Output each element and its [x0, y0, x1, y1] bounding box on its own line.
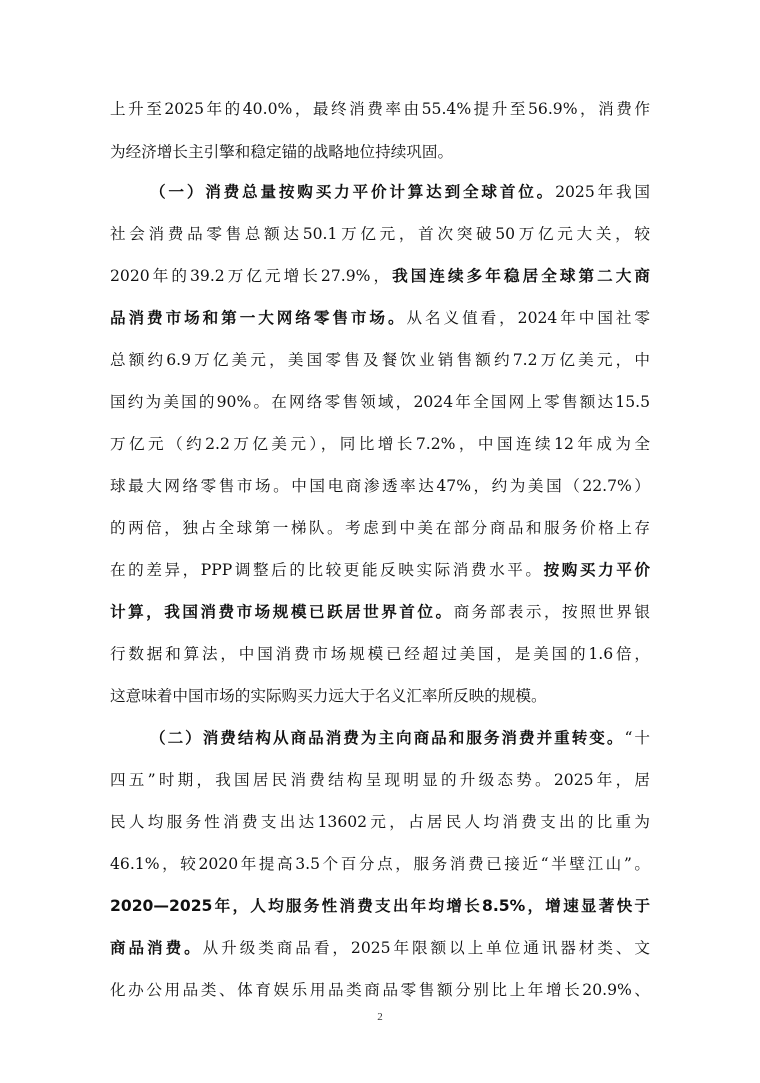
- text-run: 行数据和算法，中国消费市场规模已经超过美国，是美国的1.6倍，: [110, 645, 650, 663]
- text-run: 46.1%，较2020年提高3.5个百分点，服务消费已接近“半壁江山”。: [110, 855, 650, 873]
- bold-text-run: 品消费市场和第一大网络零售市场。: [110, 309, 407, 327]
- paragraph-line: [110, 681, 650, 711]
- text-run: 从升级类商品看，2025年限额以上单位通讯器材类、文: [202, 939, 650, 957]
- bold-text-run: 按购买力平价: [543, 561, 650, 579]
- bold-text-run: 我国连续多年稳居全球第二大商: [392, 267, 650, 285]
- bold-text-run: 计算，我国消费市场规模已跃居世界首位。: [110, 603, 454, 621]
- text-run: 国约为美国的90%。在网络零售领域，2024年全国网上零售额达15.5: [110, 393, 650, 411]
- text-run: 球最大网络零售市场。中国电商渗透率达47%，约为美国（22.7%）: [110, 477, 650, 495]
- paragraph-line: [110, 137, 650, 167]
- paragraph-line: [110, 261, 650, 291]
- paragraph-line: [110, 94, 650, 124]
- paragraph-line: [110, 765, 650, 795]
- text-run: 的两倍，独占全球第一梯队。考虑到中美在部分商品和服务价格上存: [110, 519, 650, 537]
- page-number: 2: [377, 1011, 383, 1023]
- paragraph-line: [110, 219, 650, 249]
- paragraph-line: [110, 933, 650, 963]
- text-run: 商务部表示，按照世界银: [453, 603, 650, 621]
- paragraph-line: [110, 513, 650, 543]
- section-heading-line: [150, 177, 650, 207]
- paragraph-line: [110, 891, 650, 921]
- paragraph-line: [110, 807, 650, 837]
- text-run: 在的差异，PPP调整后的比较更能反映实际消费水平。: [110, 561, 544, 579]
- text-run: 为经济增长主引擎和稳定锚的战略地位持续巩固。: [110, 143, 454, 161]
- paragraph-line: [110, 555, 650, 585]
- paragraph-line: [110, 471, 650, 501]
- text-run: 社会消费品零售总额达50.1万亿元，首次突破50万亿元大关，较: [110, 225, 650, 243]
- paragraph-line: [110, 387, 650, 417]
- section-heading-2: （二）消费结构从商品消费为主向商品和服务消费并重转变。: [150, 729, 625, 747]
- paragraph-line: [110, 975, 650, 1005]
- text-run: “十: [624, 729, 650, 747]
- text-run: 万亿元（约2.2万亿美元），同比增长7.2%，中国连续12年成为全: [110, 435, 650, 453]
- text-run: 总额约6.9万亿美元，美国零售及餐饮业销售额约7.2万亿美元，中: [110, 351, 650, 369]
- paragraph-line: [110, 639, 650, 669]
- paragraph-line: [110, 345, 650, 375]
- paragraph-line: [110, 849, 650, 879]
- section-heading-1: （一）消费总量按购买力平价计算达到全球首位。: [150, 183, 556, 201]
- paragraph-line: [110, 429, 650, 459]
- text-run: 化办公用品类、体育娱乐用品类商品零售额分别比上年增长20.9%、: [110, 981, 650, 999]
- text-run: 这意味着中国市场的实际购买力远大于名义汇率所反映的规模。: [110, 687, 547, 705]
- bold-text-run: 商品消费。: [110, 939, 203, 957]
- text-run: 2025年我国: [555, 183, 650, 201]
- bold-text-run: 2020—2025年，人均服务性消费支出年均增长8.5%，增速显著快于: [110, 897, 650, 915]
- paragraph-line: [110, 303, 650, 333]
- text-run: 四五”时期，我国居民消费结构呈现明显的升级态势。2025年，居: [110, 771, 650, 789]
- section-heading-line: [150, 723, 650, 753]
- paragraph-line: [110, 597, 650, 627]
- text-run: 上升至2025年的40.0%，最终消费率由55.4%提升至56.9%，消费作: [110, 100, 650, 118]
- text-run: 从名义值看，2024年中国社零: [406, 309, 650, 327]
- text-run: 2020年的39.2万亿元增长27.9%，: [110, 267, 393, 285]
- text-run: 民人均服务性消费支出达13602元，占居民人均消费支出的比重为: [110, 813, 650, 831]
